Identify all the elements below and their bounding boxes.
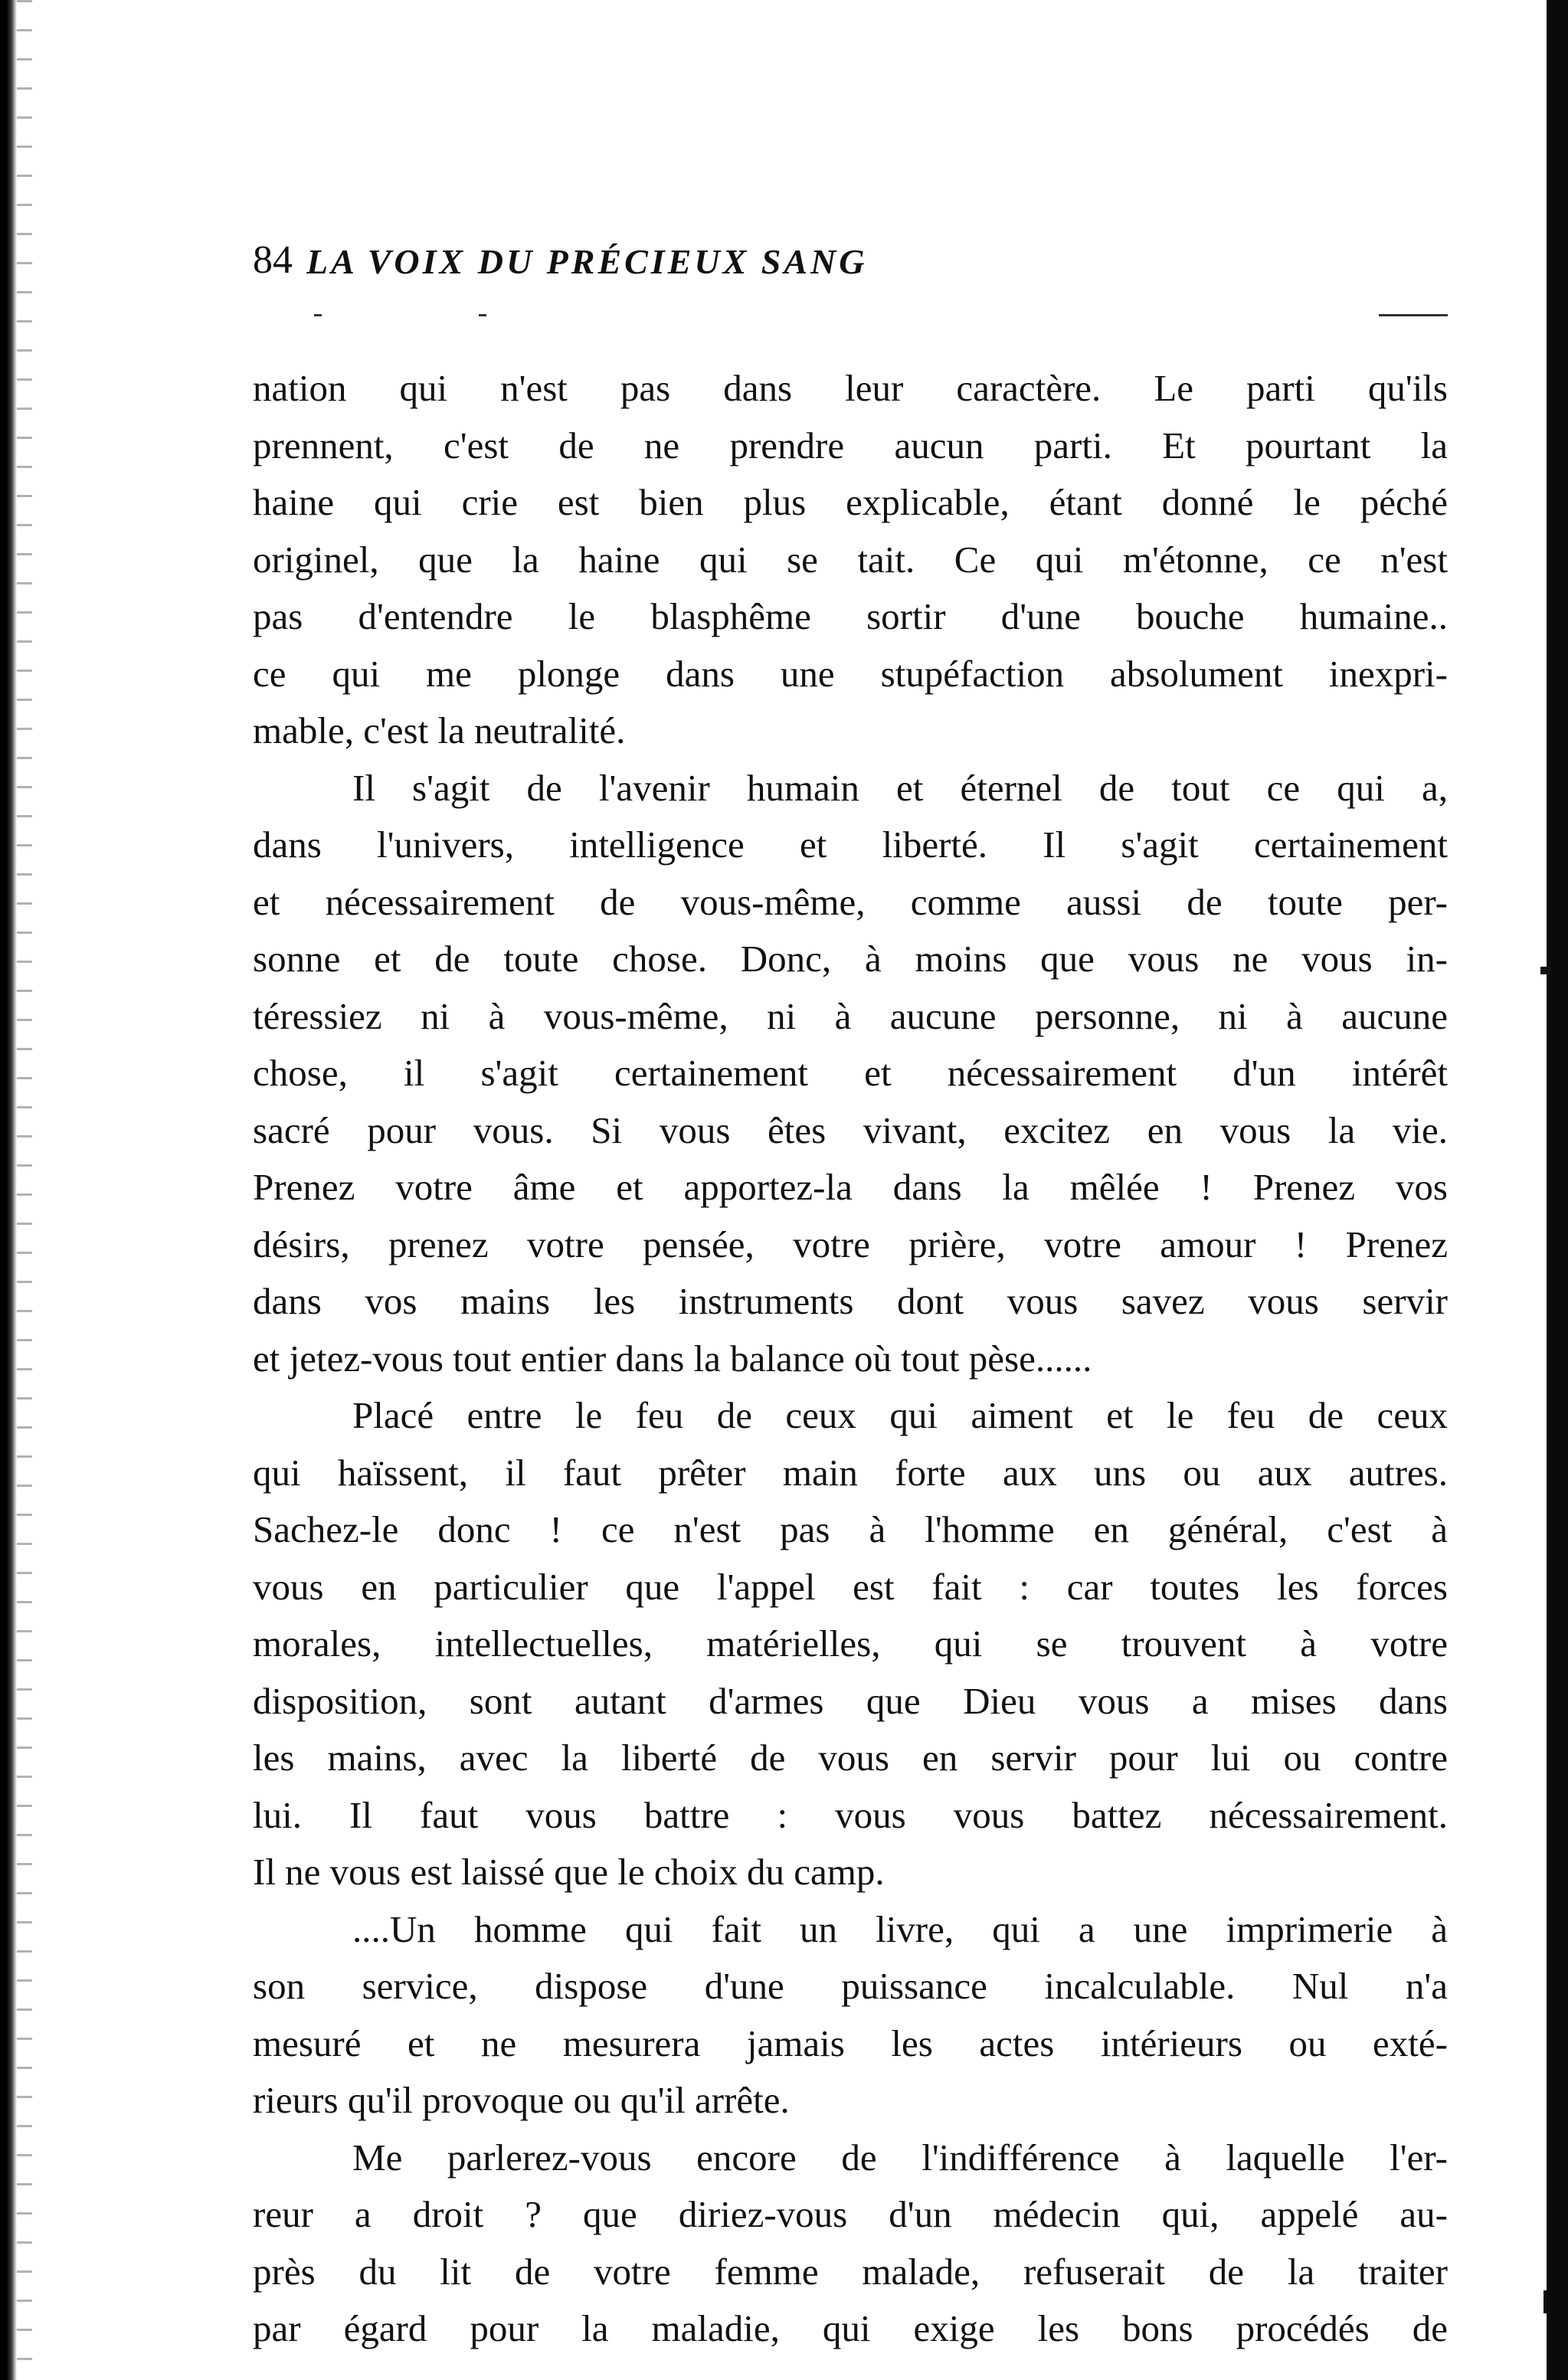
- text-line: Sachez-le donc ! ce n'est pas à l'homme en général, c'est à: [253, 1508, 1448, 1550]
- text-line: Me parlerez-vous encore de l'indifférence à laquelle l'er-: [352, 2136, 1448, 2179]
- text-line: vous en particulier que l'appel est fait : car toutes les forces: [253, 1565, 1448, 1608]
- text-line: haine qui crie est bien plus explicable, étant donné le péché: [253, 481, 1448, 523]
- text-line: Il ne vous est laissé que le choix du camp.: [253, 1851, 885, 1893]
- text-line: rieurs qu'il provoque ou qu'il arrête.: [253, 2079, 790, 2121]
- text-line: pas d'entendre le blasphême sortir d'une bouche humaine..: [253, 595, 1448, 637]
- text-line: morales, intellectuelles, matérielles, qui se trouvent à votre: [253, 1622, 1448, 1665]
- text-line: mesuré et ne mesurera jamais les actes intérieurs ou exté-: [253, 2022, 1448, 2064]
- text-line: Il s'agit de l'avenir humain et éternel de tout ce qui a,: [352, 766, 1448, 809]
- text-line: les mains, avec la liberté de vous en servir pour lui ou contre: [253, 1737, 1448, 1779]
- scan-right-edge: [1547, 0, 1568, 2380]
- text-line: reur a droit ? que diriez-vous d'un médecin qui, appelé au-: [253, 2193, 1448, 2235]
- text-line: qui haïssent, il faut prêter main forte aux uns ou aux autres.: [253, 1451, 1448, 1494]
- scan-right-mark: [1540, 967, 1551, 974]
- text-line: téressiez ni à vous-même, ni à aucune personne, ni à aucune: [253, 994, 1448, 1037]
- text-line: et nécessairement de vous-même, comme aussi de toute per-: [253, 880, 1448, 923]
- scan-left-edge: [0, 0, 17, 2380]
- text-line: ce qui me plonge dans une stupéfaction absolument inexpri-: [253, 652, 1448, 695]
- text-line: dans l'univers, intelligence et liberté. Il s'agit certainement: [253, 823, 1448, 866]
- text-line: nation qui n'est pas dans leur caractère. Le parti qu'ils: [253, 367, 1448, 409]
- text-line: Placé entre le feu de ceux qui aiment et le feu de ceux: [352, 1394, 1448, 1436]
- text-line: près du lit de votre femme malade, refuserait de la traiter: [253, 2250, 1448, 2293]
- text-line: désirs, prenez votre pensée, votre prière, votre amour ! Prenez: [253, 1223, 1448, 1265]
- text-line: chose, il s'agit certainement et nécessairement d'un intérêt: [253, 1052, 1448, 1094]
- text-line: et jetez-vous tout entier dans la balance où tout pèse......: [253, 1337, 1092, 1380]
- text-line: par égard pour la maladie, qui exige les bons procédés de: [253, 2307, 1448, 2349]
- text-line: lui. Il faut vous battre : vous vous battez nécessairement.: [253, 1793, 1448, 1836]
- text-line: sonne et de toute chose. Donc, à moins que vous ne vous in-: [253, 938, 1448, 980]
- page-number: 84: [253, 238, 293, 282]
- text-line: ....Un homme qui fait un livre, qui a une imprimerie à: [352, 1907, 1448, 1950]
- header-rule: [1379, 314, 1448, 316]
- text-line: originel, que la haine qui se tait. Ce qui m'étonne, ce n'est: [253, 538, 1448, 581]
- page-header: [253, 230, 1440, 291]
- running-head: LA VOIX DU PRÉCIEUX SANG: [306, 242, 868, 281]
- text-line: Prenez votre âme et apportez-la dans la mêlée ! Prenez vos: [253, 1166, 1448, 1208]
- text-line: son service, dispose d'une puissance incalculable. Nul n'a: [253, 1965, 1448, 2007]
- header-rule-dot: [314, 314, 322, 316]
- text-line: mable, c'est la neutralité.: [253, 709, 626, 751]
- scan-right-tick: [1543, 2290, 1547, 2313]
- scan-left-specks: [17, 0, 32, 2380]
- body-text: [253, 360, 1448, 2358]
- text-line: prennent, c'est de ne prendre aucun parti. Et pourtant la: [253, 424, 1448, 467]
- text-line: dans vos mains les instruments dont vous savez vous servir: [253, 1280, 1448, 1322]
- header-rule-dot: [479, 314, 486, 316]
- text-line: disposition, sont autant d'armes que Dieu vous a mises dans: [253, 1679, 1448, 1722]
- text-line: sacré pour vous. Si vous êtes vivant, excitez en vous la vie.: [253, 1108, 1448, 1151]
